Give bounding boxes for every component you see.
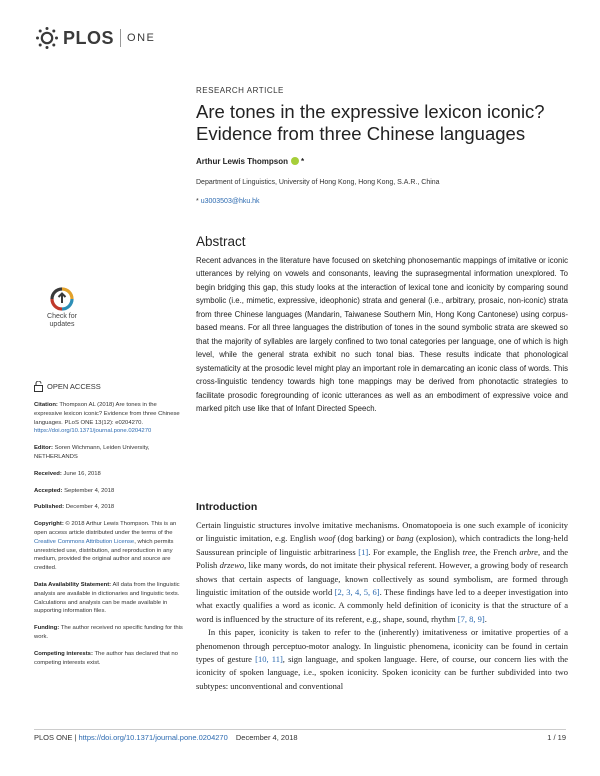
article-title: Are tones in the expressive lexicon iconic? Evidence from three Chinese languages xyxy=(196,101,545,144)
page-number: 1 / 19 xyxy=(547,733,566,742)
citation-doi-link[interactable]: https://doi.org/10.1371/journal.pone.0204270 xyxy=(34,428,152,435)
data-availability-block xyxy=(34,581,184,616)
received-label: Received: xyxy=(34,470,62,477)
published-label: Published: xyxy=(34,504,65,511)
intro-paragraph-1: Certain linguistic structures involve imitative mechanisms. Onomatopoeia is one such example of iconicity or linguistic imitation, e.g. English woof (dog barking) or bang (explosion), which contradicts the long-held Saussurean principle of linguistic arbitrariness [1]. For example, the English tree, the French arbre, and the Polish drzewo, like many words, do not imitate their physical referent. However, a growing body of research shows that certain aspects of language, known collectively as sound symbolism, are formed through linguistic imitation of the outside world [2, 3, 4, 5, 6]. These findings have led to a deeper investigation into what exactly qualifies a word as iconic. A commonly held definition of iconicity is that the structure of a word is influenced by the structure of its referent, e.g., shape, sound, rhythm [7, 8, 9]. xyxy=(196,520,568,624)
open-access-text: OPEN ACCESS xyxy=(47,382,101,391)
check-updates-label: Check for updates xyxy=(47,313,77,328)
footer-divider xyxy=(34,729,566,730)
data-availability-text: All data from the linguistic analysis are available in dictionaries and linguistic texts. Calculations and analysis can be made available in supporting information files. xyxy=(34,581,180,615)
author-affiliation: Department of Linguistics, University of Hong Kong, Hong Kong, S.A.R., China xyxy=(196,179,440,186)
intro-paragraph-2: In this paper, iconicity is taken to refer to the (inherently) imitativeness or imitative properties of a phenomenon through perceptuo-motor analogy. In linguistic phenomena, iconicity can be found in certain types of gesture [10, 11], sign language, and spoken language. Here, of course, our concern lies with the iconicity of spoken language, i.e., spoken iconicity. Spoken iconicity can be further subdivided into two subtypes: unconventional and conventional xyxy=(196,627,568,691)
plos-logo-icon xyxy=(34,26,60,50)
footer-date: December 4, 2018 xyxy=(235,733,298,742)
article-type: RESEARCH ARTICLE xyxy=(196,86,284,95)
open-lock-icon xyxy=(34,381,43,392)
citation-ref[interactable]: [10, 11] xyxy=(255,654,283,665)
copyright-text-end: , which permits unrestricted use, distribution, and reproduction in any medium, provided the original author and source are credited. xyxy=(34,538,174,572)
logo-journal-text: ONE xyxy=(127,32,156,44)
competing-interests-text: The author has declared that no competing interests exist. xyxy=(34,650,178,666)
citation-ref[interactable]: [7, 8, 9] xyxy=(457,613,485,624)
funding-label: Funding: xyxy=(34,625,60,632)
published-block xyxy=(34,503,184,512)
accepted-label: Accepted: xyxy=(34,487,63,494)
article-metadata xyxy=(34,401,184,675)
funding-block xyxy=(34,624,184,642)
footer-doi-link[interactable]: https://doi.org/10.1371/journal.pone.0204270 xyxy=(78,733,228,742)
copyright-label: Copyright: xyxy=(34,521,64,528)
citation-ref[interactable]: [2, 3, 4, 5, 6] xyxy=(334,587,380,598)
orcid-icon[interactable] xyxy=(291,157,299,165)
copyright-block xyxy=(34,520,184,573)
citation-block xyxy=(34,401,184,436)
data-availability-label: Data Availability Statement: xyxy=(34,581,112,588)
author-name[interactable]: Arthur Lewis Thompson xyxy=(196,157,288,166)
editor-label: Editor: xyxy=(34,445,53,452)
published-text: December 4, 2018 xyxy=(65,504,115,511)
received-block xyxy=(34,470,184,479)
check-for-updates-badge[interactable] xyxy=(34,287,90,347)
corresponding-email xyxy=(196,198,260,205)
logo-plos-text: PLOS xyxy=(63,27,115,48)
citation-label: Citation: xyxy=(34,402,58,408)
email-link[interactable]: u3003503@hku.hk xyxy=(200,198,260,205)
editor-block xyxy=(34,444,184,462)
cc-license-link[interactable]: Creative Commons Attribution License xyxy=(34,538,135,545)
plos-one-logo[interactable] xyxy=(34,26,155,50)
competing-interests-label: Competing interests: xyxy=(34,650,93,657)
accepted-block xyxy=(34,487,184,496)
introduction-heading: Introduction xyxy=(196,501,258,513)
received-text: June 16, 2018 xyxy=(63,470,101,477)
accepted-text: September 4, 2018 xyxy=(64,487,115,494)
page-footer xyxy=(34,733,566,745)
check-updates-icon xyxy=(50,287,74,311)
footer-separator: | xyxy=(72,733,79,742)
introduction-body xyxy=(196,519,568,693)
abstract-text: Recent advances in the literature have focused on sketching phonosemantic mappings of imitative or iconic utterances by relying on vowels and consonants, leaving the suprasegmental information unexplored. To begin bridging this gap, this study looks at the interaction of lexical tone and iconicity by comparing sound symbolic (i.e., mimetic, expressive, ideophonic) strata and general (i.e., arbitrary, prosaic, non-iconic) strata from three Chinese languages (Mandarin, Taiwanese Southern Min, Hong Kong Cantonese) using corpus-based means. For all three languages the distribution of tones in the sound symbolic strata are skewed so that the majority of syllables are largely confined to two tonal categories per language, one of which is high level, while the general strata exhibit no such tonal bias. These results indicate that phonological systematicity at the prosodic level might play an important role in demarcating an iconic class of words. This cross-linguistic tendency towards high tone mappings may be derived from phonotactic strategies to facilitate prosodic foregrounding of iconic utterances as well as an embodiment of expressive voice and marked pitch use like that of Infant Directed Speech. xyxy=(196,256,568,413)
author-line xyxy=(196,157,304,166)
footer-journal: PLOS ONE xyxy=(34,733,73,742)
funding-text: The author received no specific funding for this work. xyxy=(34,625,183,640)
abstract-heading: Abstract xyxy=(196,234,246,249)
citation-text: Thompson AL (2018) Are tones in the expressive lexicon iconic? Evidence from three Chinese languages. PLoS ONE 13(12): e0204270. xyxy=(34,402,180,426)
copyright-text: © 2018 Arthur Lewis Thompson. This is an open access article distributed under the terms of the xyxy=(34,521,177,536)
competing-interests-block xyxy=(34,650,184,668)
citation-ref[interactable]: [1] xyxy=(358,546,369,557)
open-access-label xyxy=(34,381,101,392)
editor-text: Soren Wichmann, Leiden University, NETHERLANDS xyxy=(34,445,150,460)
logo-divider xyxy=(120,29,121,47)
author-mark: * xyxy=(301,157,305,166)
email-mark: * xyxy=(196,198,199,205)
